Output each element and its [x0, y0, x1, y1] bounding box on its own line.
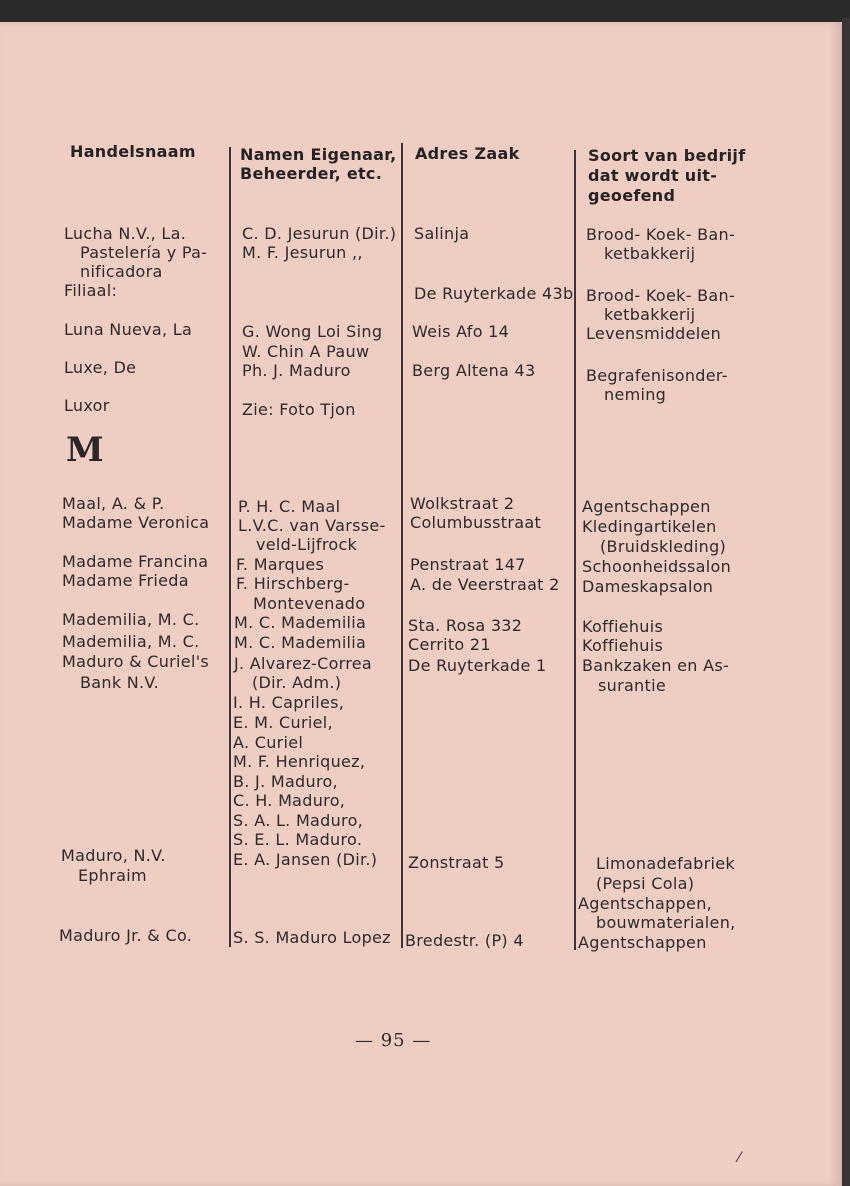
header-soort-bedrijf-3: geoefend: [588, 186, 676, 205]
header-adres-zaak: Adres Zaak: [415, 144, 520, 163]
trade-name: Madame Francina: [62, 552, 209, 571]
trade-name: Madame Veronica: [62, 513, 210, 532]
business-address: Sta. Rosa 332: [408, 616, 523, 635]
owner-name: M. F. Jesurun ,,: [242, 243, 363, 262]
business-address: Bredestr. (P) 4: [405, 931, 524, 950]
owner-name: M. C. Mademilia: [234, 613, 367, 632]
owner-name: I. H. Capriles,: [233, 693, 345, 712]
business-type: Koffiehuis: [582, 636, 664, 655]
business-address: Wolkstraat 2: [410, 494, 515, 513]
business-type: Kledingartikelen: [582, 517, 717, 536]
business-address: De Ruyterkade 43b: [414, 284, 574, 303]
business-type: Brood- Koek- Ban-: [586, 225, 736, 244]
trade-name: Luxe, De: [64, 358, 137, 377]
column-divider-1: [229, 147, 231, 947]
trade-name: Mademilia, M. C.: [62, 610, 200, 629]
trade-name: Filiaal:: [64, 281, 118, 300]
trade-name: Ephraim: [78, 866, 147, 885]
business-address: Penstraat 147: [410, 555, 526, 574]
trade-name: Lucha N.V., La.: [64, 224, 187, 243]
trade-name: Maal, A. & P.: [62, 494, 165, 513]
business-type: bouwmaterialen,: [596, 913, 736, 932]
owner-name: P. H. C. Maal: [238, 497, 341, 516]
owner-name: C. H. Maduro,: [233, 791, 346, 810]
owner-name: S. E. L. Maduro.: [233, 830, 363, 849]
owner-name: F. Marques: [236, 555, 325, 574]
owner-name: W. Chin A Pauw: [242, 342, 370, 361]
trade-name: Luxor: [64, 396, 110, 415]
business-type: Brood- Koek- Ban-: [586, 286, 736, 305]
trade-name: Luna Nueva, La: [64, 320, 193, 339]
business-type: Levensmiddelen: [586, 324, 722, 343]
document-page: [0, 22, 842, 1186]
owner-name: M. F. Henriquez,: [233, 752, 366, 771]
trade-name: Maduro, N.V.: [61, 846, 166, 865]
business-address: Columbusstraat: [410, 513, 542, 532]
trade-name: Bank N.V.: [80, 673, 159, 692]
business-type: Agentschappen,: [578, 894, 713, 913]
trade-name: Maduro Jr. & Co.: [59, 926, 193, 945]
header-namen-eigenaar-1: Namen Eigenaar,: [240, 145, 397, 164]
business-type: Agentschappen: [578, 933, 707, 952]
trade-name: Pastelería y Pa-: [80, 243, 208, 262]
business-address: Salinja: [414, 224, 470, 243]
column-divider-3: [574, 150, 576, 950]
owner-name: Ph. J. Maduro: [242, 361, 351, 380]
business-type: (Bruidskleding): [600, 537, 727, 556]
scan-right-border: [842, 18, 850, 1186]
business-type: (Pepsi Cola): [596, 874, 695, 893]
owner-name: G. Wong Loi Sing: [242, 322, 383, 341]
header-namen-eigenaar-2: Beheerder, etc.: [240, 164, 383, 183]
trade-name: Maduro & Curiel's: [62, 652, 210, 671]
owner-name: L.V.C. van Varsse-: [238, 516, 386, 535]
owner-name: A. Curiel: [233, 733, 304, 752]
business-address: Zonstraat 5: [408, 853, 505, 872]
business-type: neming: [604, 385, 667, 404]
trade-name: Mademilia, M. C.: [62, 632, 200, 651]
scan-top-border: [0, 0, 850, 22]
business-address: De Ruyterkade 1: [408, 656, 547, 675]
header-soort-bedrijf-1: Soort van bedrijf: [588, 146, 746, 165]
owner-name: (Dir. Adm.): [252, 673, 342, 692]
owner-name: S. S. Maduro Lopez: [233, 928, 391, 947]
owner-name: S. A. L. Maduro,: [233, 811, 364, 830]
business-type: ketbakkerij: [604, 305, 696, 324]
owner-name: F. Hirschberg-: [236, 574, 350, 593]
page-number: — 95 —: [355, 1030, 432, 1051]
business-address: Berg Altena 43: [412, 361, 536, 380]
column-divider-2: [401, 143, 403, 948]
business-type: Koffiehuis: [582, 617, 664, 636]
owner-name: E. A. Jansen (Dir.): [233, 850, 378, 869]
business-type: Bankzaken en As-: [582, 656, 730, 675]
header-soort-bedrijf-2: dat wordt uit-: [588, 166, 718, 185]
trade-name: Madame Frieda: [62, 571, 189, 590]
business-type: surantie: [598, 676, 666, 695]
trade-name: nificadora: [80, 262, 163, 281]
owner-name: veld-Lijfrock: [256, 535, 358, 554]
business-type: ketbakkerij: [604, 244, 696, 263]
business-type: Begrafenisonder-: [586, 366, 728, 385]
scan-mark-icon: ⁄: [738, 1150, 741, 1166]
business-type: Dameskapsalon: [582, 577, 714, 596]
owner-name: M. C. Mademilia: [234, 633, 367, 652]
business-type: Limonadefabriek: [596, 854, 735, 873]
owner-name: Montevenado: [253, 594, 366, 613]
business-type: Schoonheidssalon: [582, 557, 732, 576]
owner-name: J. Alvarez-Correa: [234, 654, 373, 673]
owner-name: E. M. Curiel,: [233, 713, 333, 732]
owner-name: Zie: Foto Tjon: [242, 400, 356, 419]
section-letter: M: [66, 430, 104, 470]
header-handelsnaam: Handelsnaam: [70, 142, 196, 161]
owner-name: C. D. Jesurun (Dir.): [242, 224, 397, 243]
business-address: A. de Veerstraat 2: [410, 575, 560, 594]
owner-name: B. J. Maduro,: [233, 772, 338, 791]
business-type: Agentschappen: [582, 497, 711, 516]
business-address: Cerrito 21: [408, 635, 491, 654]
business-address: Weis Afo 14: [412, 322, 510, 341]
